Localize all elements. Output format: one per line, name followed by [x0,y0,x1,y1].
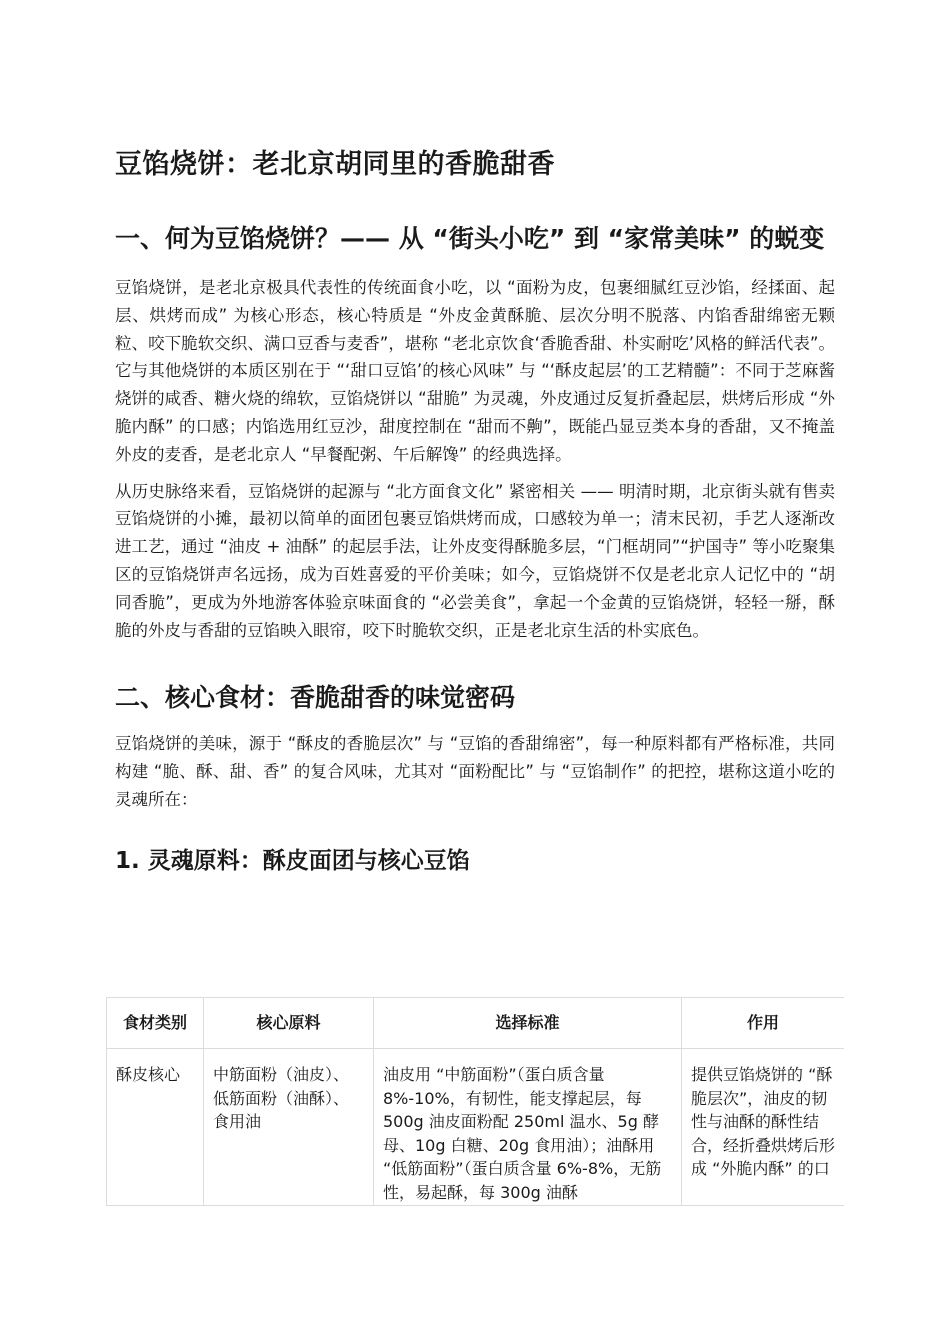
document-body [115,145,835,878]
table-cell-category: 酥皮核心 [107,1049,204,1207]
table-row [107,1049,845,1207]
table-header-cell: 食材类别 [107,998,204,1049]
table-cell-role: 提供豆馅烧饼的 “酥脆层次”，油皮的韧性与油酥的酥性结合，经折叠烘烤后形成 “外脆内酥” 的口 [682,1049,845,1207]
section-2-heading: 二、核心食材：香脆甜香的味觉密码 [115,683,516,713]
section-2-subheading: 1. 灵魂原料：酥皮面团与核心豆馅 [115,847,470,874]
section-1-paragraph-1: 豆馅烧饼，是老北京极具代表性的传统面食小吃，以 “面粉为皮，包裹细腻红豆沙馅，经揉面、起层、烘烤而成” 为核心形态，核心特质是 “外皮金黄酥脆、层次分明不脱落、内馅香甜绵密无颗粒、咬下脆软交织、满口豆香与麦香”，堪称 “老北京饮食‘香脆香甜、朴实耐吃’风格的鲜活代表”。它与其他烧饼的本质区别在于 “‘甜口豆馅’的核心风味” 与 “‘酥皮起层’的工艺精髓”：不同于芝麻酱烧饼的咸香、糖火烧的绵软，豆馅烧饼以 “甜脆” 为灵魂，外皮通过反复折叠起层，烘烤后形成 “外脆内酥” 的口感；内馅选用红豆沙，甜度控制在 “甜而不齁”，既能凸显豆类本身的香甜，又不掩盖外皮的麦香，是老北京人 “早餐配粥、午后解馋” 的经典选择。 [115,278,835,464]
page-title: 豆馅烧饼：老北京胡同里的香脆甜香 [115,149,555,180]
table-cell-standard: 油皮用 “中筋面粉”（蛋白质含量 8%-10%，有韧性，能支撑起层，每 500g 油皮面粉配 250ml 温水、5g 酵母、10g 白糖、20g 食用油）；油酥用 “低筋面粉”（蛋白质含量 6%-8%，无筋性，易起酥，每 300g 油酥 [374,1049,682,1207]
ingredients-table [106,997,844,1206]
section-1-paragraph-2: 从历史脉络来看，豆馅烧饼的起源与 “北方面食文化” 紧密相关 —— 明清时期，北京街头就有售卖豆馅烧饼的小摊，最初以简单的面团包裹豆馅烘烤而成，口感较为单一；清末民初，手艺人逐渐改进工艺，通过 “油皮 + 油酥” 的起层手法，让外皮变得酥脆多层，“门框胡同”“护国寺” 等小吃聚集区的豆馅烧饼声名远扬，成为百姓喜爱的平价美味；如今，豆馅烧饼不仅是老北京人记忆中的 “胡同香脆”，更成为外地游客体验京味面食的 “必尝美食”，拿起一个金黄的豆馅烧饼，轻轻一掰，酥脆的外皮与香甜的豆馅映入眼帘，咬下时脆软交织，正是老北京生活的朴实底色。 [115,481,835,640]
table-header-row [107,998,845,1049]
table-header-cell: 选择标准 [374,998,682,1049]
table-header-cell: 作用 [682,998,845,1049]
table-cell-ingredients: 中筋面粉（油皮）、低筋面粉（油酥）、食用油 [204,1049,374,1207]
section-1-heading: 一、何为豆馅烧饼？—— 从 “街头小吃” 到 “家常美味” 的蜕变 [115,224,825,253]
section-2-paragraph: 豆馅烧饼的美味，源于 “酥皮的香脆层次” 与 “豆馅的香甜绵密”，每一种原料都有严格标准，共同构建 “脆、酥、甜、香” 的复合风味，尤其对 “面粉配比” 与 “豆馅制作” 的把控，堪称这道小吃的灵魂所在： [115,734,835,809]
table-header-cell: 核心原料 [204,998,374,1049]
